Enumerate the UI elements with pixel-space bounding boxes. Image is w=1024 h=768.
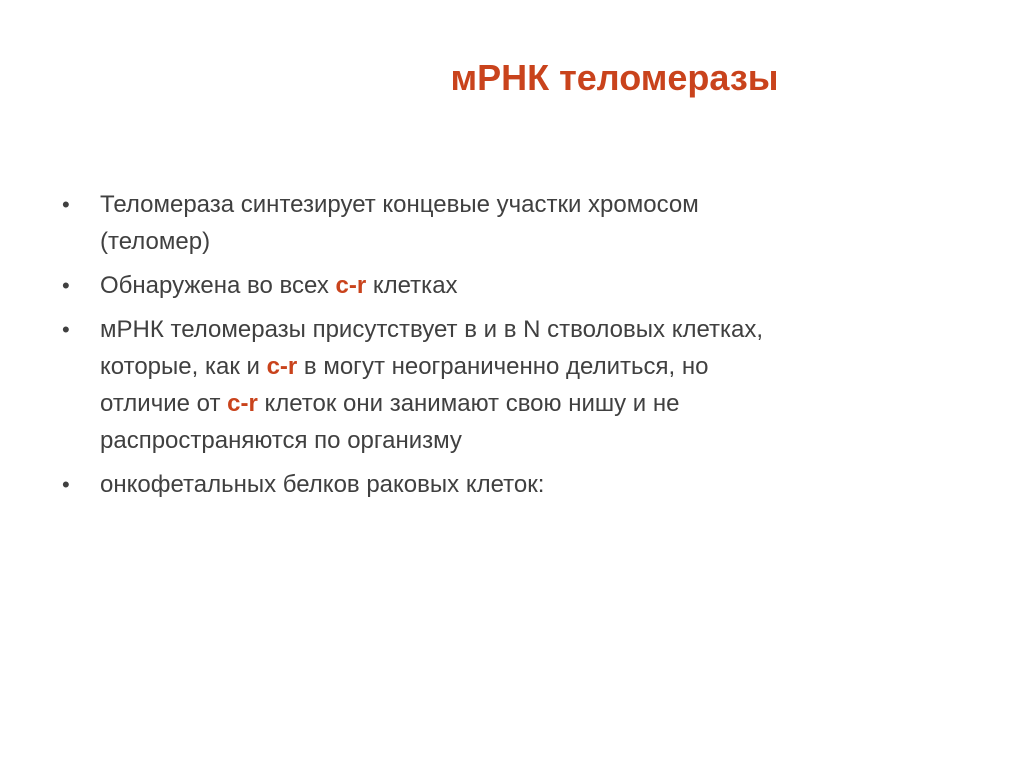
bullet-2-text-before: Обнаружена во всех	[100, 272, 336, 299]
bullet-1-line-1: Теломераза синтезирует концевые участки хромосом	[100, 191, 699, 218]
bullet-dot-icon: •	[62, 472, 70, 497]
bullet-list	[62, 186, 982, 510]
bullet-4-text: онкофетальных белков раковых клеток:	[100, 471, 545, 498]
bullet-3-line-3-highlight: с-r	[227, 390, 258, 417]
bullet-3-line-3-after: клеток они занимают свою нишу и не	[257, 390, 680, 417]
bullet-3-line-2-highlight: с-r	[266, 353, 298, 380]
bullet-item-4	[62, 466, 982, 503]
bullet-3-line-1: мРНК теломеразы присутствует в и в N стволовых клетках,	[100, 316, 764, 343]
bullet-item-3	[62, 311, 982, 459]
bullet-2-highlight: с-r	[335, 272, 367, 299]
bullet-1-line-2: (теломер)	[100, 228, 211, 255]
bullet-3-line-3-before: отличие от	[100, 390, 228, 417]
bullet-item-1	[62, 186, 982, 260]
bullet-3-line-4: распространяются по организму	[100, 427, 462, 454]
bullet-dot-icon: •	[62, 317, 70, 342]
bullet-item-2	[62, 267, 982, 304]
bullet-3-line-2-after: в могут неограниченно делиться, но	[297, 353, 709, 380]
bullet-dot-icon: •	[62, 273, 70, 298]
slide-title: мРНК теломеразы	[450, 57, 779, 98]
bullet-3-line-2-before: которые, как и	[100, 353, 267, 380]
bullet-2-text-after: клетках	[366, 272, 458, 299]
bullet-dot-icon: •	[62, 192, 70, 217]
